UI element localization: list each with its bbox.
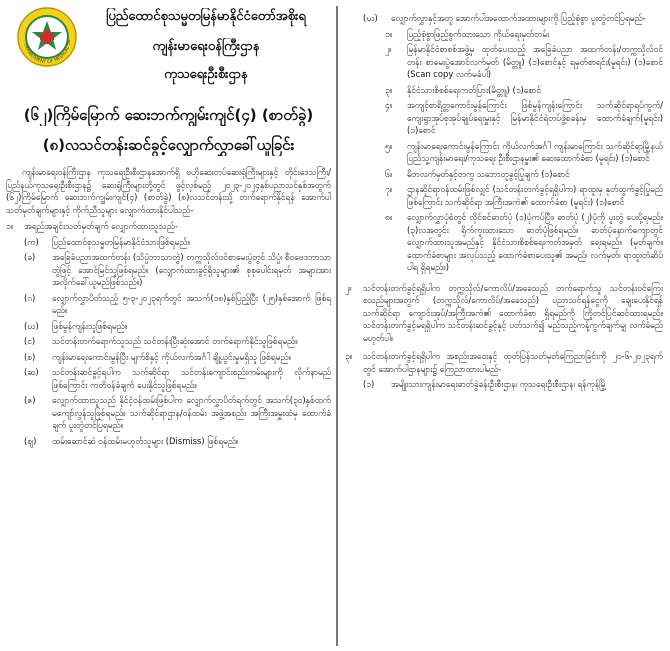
item-number: ၃။ [385,84,393,95]
department-heading: ကုသရေးဦးစီးဌာန [164,67,248,82]
section-text: အရည်အချင်းသတ်မှတ်ချက် လျှောက်ထားသူသည်- [24,221,178,231]
item-number: ၆။ [385,168,393,179]
item-number: ၇။ [385,184,393,194]
list-item [345,43,663,81]
item-number: ၂။ [385,44,392,54]
section-text: သင်တန်းတက်ခွင့်ရရှိပါက အစည်းအဝေးနှင့် ထုတ်ပြန်သတ်မှတ်ကြေညာခြင်းကို ၂၀-၆-၂၀၂၃ရက်တွင် အောက်ပါဌာနများ၌ ကြေညာထားပါမည်- [363,351,663,374]
list-item [6,435,331,448]
item-number: ၄။ [385,100,393,110]
item-text: ကျန်းမာရေးကောင်းမွန်ပြီး မျက်စိနှင့် ကိုယ်လက်အင်္ဂါ ချို့ယွင်းမှုမရှိသူ ဖြစ်ရမည်။ [52,351,291,362]
list-item [6,366,331,391]
list-item [345,211,663,274]
item-text: လျှောက်လွှာပိတ်သည့် ၅-၃-၂၀၂၃ရက်တွင် အသက်(၁၈)နှစ်ပြည့်ပြီး (၂၅)နှစ်အောက် ဖြစ်ရမည်။ [52,292,331,315]
item-text: နိုင်ငံသားစိစစ်ရေးကတ်ပြား(မိတ္တူ) (၁)စောင် [407,84,542,95]
list-item [345,168,663,181]
list-item [345,183,663,208]
left-column [6,4,331,447]
announcement-title: (၆၂)ကြိမ်မြောက် ဆေးဘက်ကျွမ်းကျင်(၄) (စာတ်ခွဲ) [23,106,314,124]
list-item [6,292,331,317]
section-2 [345,282,663,345]
column-divider [336,6,338,646]
item-number: (ဇ) [24,395,36,405]
ministry-heading: ကျန်းမာရေးဝန်ကြီးဌာန [152,39,260,54]
item-text: မိဘလက်မှတ်နှင့်တကွ သဘောတူခွင့်ပြုချက် (၁)စောင် [407,168,570,179]
list-item [6,394,331,432]
item-number: (ဃ) [363,13,378,23]
list-item [345,99,663,137]
document-header [6,4,331,82]
item-number: (က) [24,236,39,247]
item-text: လျှောက်ထားသူသည် နိုင်ငံ့ဝန်ထမ်းဖြစ်ပါက လျှောက်လွှာပိတ်ရက်တွင် အသက်(၃၀)နှစ်ထက် မကျော်လွန်သူဖြစ်ရမည်။ သက်ဆိုင်ရာဌာန/ဝန်ထမ်း အဖွဲ့အစည်း အကြီးအမှူးထံမှ ထောက်ခံချက် ပူးတွဲတင်ပြရမည်။ [52,395,331,430]
government-heading: ပြည်ထောင်စုသမ္မတမြန်မာနိုင်ငံတော်အစိုးရ [106,9,306,24]
item-number: (၁) [363,379,375,389]
item-number: (ဆ) [24,367,39,377]
item-text: အမျိုးသားကျန်းမာရေးဓာတ်ခွဲခန်းဦးစီးဌာန၊ ကုသရေးဦးစီးဌာန၊ ရန်ကုန်မြို့ [391,379,607,389]
section-1-items [6,236,331,448]
item-text: လျှောက်လွှာပုံစံတွင် လိုင်စင်ဓာတ်ပုံ (၁)ပုံကပ်ပြီး၊ ဓာတ်ပုံ (၂)ပုံကို ပူးတွဲ ပေးပို့ရမည်။ (၃)လအတွင်း ရိုက်ကူးထားသော ဓာတ်ပုံဖြစ်ရမည်။ ဓာတ်ပုံနောက်ကျောတွင် လျှောက်ထားသူအမည်နှင့် နိုင်ငံသားစိစစ်ရေးကတ်အမှတ် ရေးရမည်။ (မှတ်ချက်။ ထောက်ခံစာများ အလုပ်သည့် ထောက်ခံစာပေးသူ၏ အမည်၊ လက်မှတ်၊ ရာထူးတံဆိပ်ပါရ ရှိရမည်။) [407,212,663,272]
section-number: ၂။ [345,282,352,293]
list-item [6,251,331,289]
list-item [6,335,331,348]
section-3-items [345,378,663,391]
item-number: (ဂ) [24,292,36,303]
item-number: ၅။ [385,140,393,151]
item-number: (ဈ) [24,435,37,446]
item-text: မြန်မာနိုင်ငံစာစစ်အဖွဲ့မှ ထုတ်ပေးသည့် အခြေခံပညာ အထက်တန်း/တက္ကသိုလ်ဝင်တန်း စာမေးပွဲအောင်လက်မှတ် (မိတ္တူ) (၁)စောင်နှင့် ရမှတ်စာရင်း(မူရင်း) (၁)စောင် (Scan copy လက်မခံပါ) [407,44,663,79]
section-number: ၃။ [345,351,353,361]
item-text: ထမ်းဆောင်ဆဲ ဝန်ထမ်းမဟုတ်သူများ (Dismiss) ဖြစ်ရမည်။ [52,435,239,446]
item-text: အခြေခံပညာအထက်တန်း (သိပ္ပံဘာသာတွဲ) တက္ကသိုလ်ဝင်စာမေးပွဲတွင် သိပ္ပံ၊ စီဝဗေဒဘာသာတွဲဖြင့် အောင်မြင်သူဖြစ်ရမည်။ (လျှောက်ထားခွင့်ရှိသူများ၏ စုစုပေါင်းရမှတ် အများအားအလိုက်ခေါ်ယူမည်ဖြစ်သည်။) [52,252,331,287]
item-text: ကျန်းမာရေးကောင်းမွန်ကြောင်း ကိုယ်လက်အင်္ဂါ ကျန်းမာကြောင်း သက်ဆိုင်ရာမြို့နယ် ပြည်သူ့ကျန်းမာရေး/ကုသရေး ဦးစီးဌာနမှူး၏ ဆေးထောက်ခံစာ (မူရင်း) (၁)စောင် [407,140,663,163]
section-number: ၁။ [6,221,14,231]
item-text: သင်တန်းတက်ရောက်သူသည် သင်တန်းပြီးဆုံးအောင် တက်ရောက်နိုင်သူဖြစ်ရမည်။ [52,336,298,346]
department-seal-icon [16,6,78,68]
item-number: (ဃ) [24,320,39,331]
item-text: ပြည်ထောင်စုသမ္မတမြန်မာနိုင်ငံသားဖြစ်ရမည်။ [52,236,190,247]
item-text: သင်တန်းဆင်ခွင့်ရပါက သက်ဆိုင်ရာ သင်တန်းကျောင်းစည်းကမ်းများကို လိုက်နာမည်ဖြစ်ကြောင်း ကတိဝန်ခံချက် ပေးနိုင်သူဖြစ်ရမည်။ [52,367,331,390]
section-text: သင်တန်းတက်ခွင့်ရရှိပါက တက္ကသိုလ်/ကောလိပ်/အခေသည် တက်ရောက်သူ သင်တန်းဝင်ကြေး စသည်များအတွက် (တက္ကသိုလ်/ကောလိပ်/အခေသည်) ပညာသင်ရန်ငွေကို ချေးပေးနိုင်ရန် သက်ဆိုင်ရာ ကျောင်းအုပ်/အကြီးအကဲ၏ ထောက်ခံစာ ရှိရမည်ကို ကြိုတင်ပြင်ဆင်ထားရမည်။ သင်တန်းတက်ခွင့်မရရှိပါက သင်တန်းဆင်ခွင့်နှင့် ပတ်သက်၍ မည်သည့်ကန့်ကွက်ချက်မျှ လက်ခံမည်မဟုတ်ပါ။ [363,282,663,343]
section-1-continued [345,12,663,25]
item-number: (င) [24,336,36,346]
item-text: ဌာနဆိုင်ရာဝန်ထမ်းဖြစ်လျှင် (သင်တန်းတက်ခွင့်ရရှိပါက) ရာထူးမှ နုတ်ထွက်ခွင့်ပြုမည်ဖြစ်ကြောင်း သက်ဆိုင်ရာ အကြီးအကဲ၏ ထောက်ခံစာ (မူရင်း) (၁)စောင် [407,184,663,207]
list-item [345,140,663,165]
list-item [6,236,331,249]
list-item [6,320,331,333]
announcement-subtitle: (၈)လသင်တန်းဆင်ခွင့်လျှောက်လွှာခေါ်ယူခြင်း [42,136,295,154]
section-1 [6,220,331,233]
item-text: ဖြစ်မွန်ကျန်းသူဖြစ်ရမည်။ [52,320,128,331]
item-number: ၁။ [385,28,393,39]
item-number: ၈။ [385,212,393,222]
section-3 [345,350,663,375]
item-text: လျှောက်လွှာနှင့်အတူ အောက်ပါအထောက်အထားများကို ပြည့်စုံစွာ ပူးတွဲတင်ပြရမည်- [391,13,646,23]
right-column [345,4,663,391]
list-item [345,84,663,97]
svg-text:DEPARTMENT OF MEDICAL SERVICES: DEPARTMENT OF MEDICAL SE [22,39,73,66]
item-text: ပြည့်စုံစွာဖြည့်စွက်ထားသော ကိုယ်ရေးမှတ်တမ်း [407,28,550,39]
list-item [6,351,331,364]
item-text: အကျင့်စာရိတ္တကောင်းမွန်ကြောင်း ဖြစ်မွန်ကျန်းကြောင်း သက်ဆိုင်ရာရပ်ကွက်/ကျေးရွာအုပ်စုအုပ်ချုပ်ရေးမှူးနှင့် မြန်မာနိုင်ငံရဲတပ်ဖွဲ့စခန်းမှ ထောက်ခံချက်(မူရင်း) (၁)စောင် [407,100,663,135]
list-item [345,378,663,391]
document-list [345,28,663,274]
intro-paragraph: ကျန်းမာရေးဝန်ကြီးဌာန ကုသရေးဦးစီးဌာနအောက်ရှိ ဗဟိုဆေးတပ်ဆေးရုံကြီးများနှင့် တိုင်းဒေသကြီး/ပြည်နယ်ကုသရေးဦးစီးဌာန၌ ဆေးရုံကြီးများတို့တွင် ဖွင့်လှစ်မည့် ၂၀၂၃-၂၀၂၄နှစ်ပညာသင်နှစ်အတွက် (၆၂)ကြိမ်မြောက် ဆေးဘက်ကျွမ်းကျင်(၄) (စာတ်ခွဲ) (၈)လသင်တန်းသို့ တက်ရောက်နိုင်ရန် အောက်ပါ သတ်မှတ်ချက်များနှင့် ကိုက်ညီသူများ လျှောက်ထားနိုင်ပါသည်- [6,167,331,215]
item-number: (ခ) [24,252,36,262]
item-number: (စ) [24,351,36,362]
list-item [345,28,663,41]
